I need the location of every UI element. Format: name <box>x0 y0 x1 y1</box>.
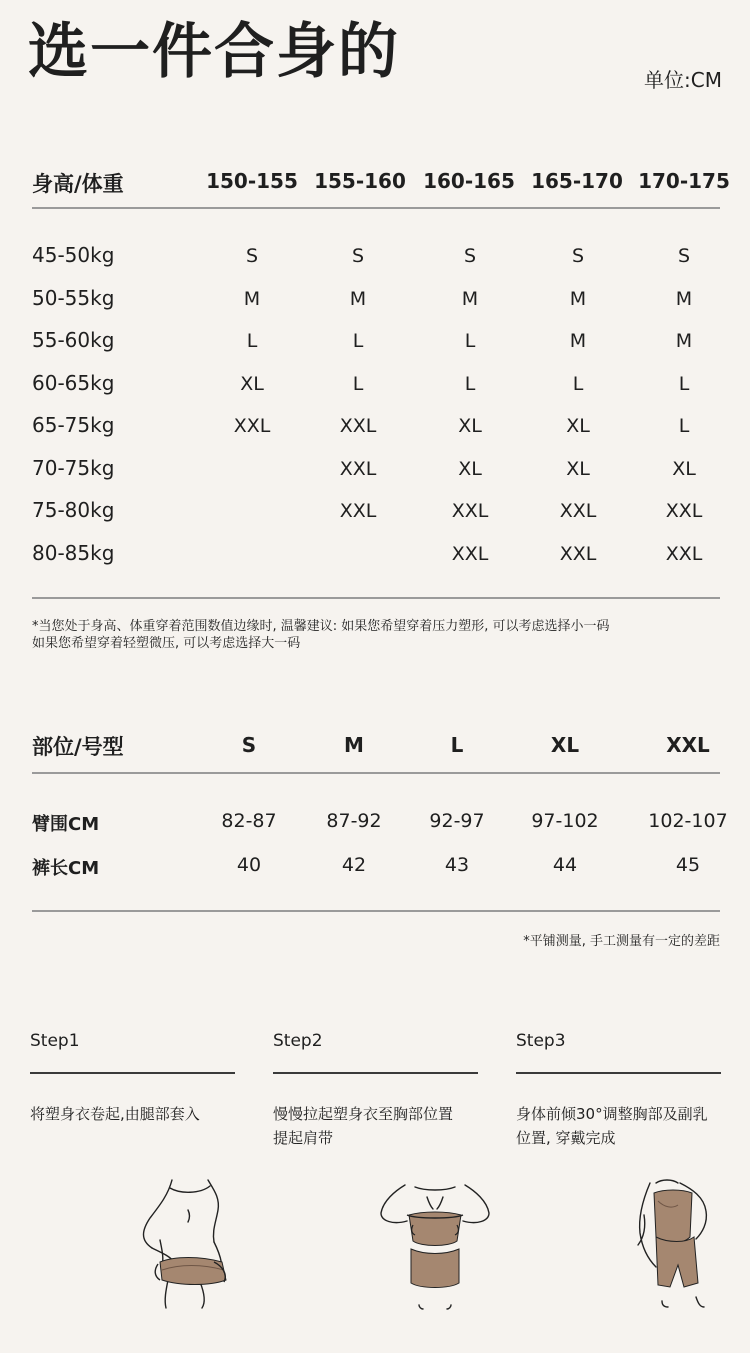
table-cell: XXL <box>451 500 489 522</box>
step3-divider <box>516 1072 721 1074</box>
measure-note: *平铺测量, 手工测量有一定的差距 <box>523 934 720 949</box>
step1-divider <box>30 1072 235 1074</box>
unit-label: 单位:CM <box>644 68 722 92</box>
step2-divider <box>273 1072 478 1074</box>
table-cell: XXL <box>339 458 377 480</box>
table-cell: M <box>461 288 479 310</box>
table-cell: 40 <box>236 854 262 876</box>
size-note-line1: *当您处于身高、体重穿着范围数值边缘时, 温馨建议: 如果您希望穿着压力塑形, 可以考虑选择小一码 <box>32 619 610 634</box>
measure-col-header: L <box>450 733 464 757</box>
size-table-header-label: 身高/体重 <box>32 172 124 196</box>
size-col-header: 165-170 <box>531 169 623 193</box>
step1-desc-line1: 将塑身衣卷起,由腿部套入 <box>30 1105 200 1123</box>
table-cell: S <box>677 245 691 267</box>
table-cell: M <box>569 288 587 310</box>
table-row-label: 70-75kg <box>32 456 115 480</box>
divider <box>32 772 720 774</box>
step2-desc-line1: 慢慢拉起塑身衣至胸部位置 <box>273 1105 454 1123</box>
table-row-label: 50-55kg <box>32 286 115 310</box>
measure-col-header: XXL <box>666 733 710 757</box>
measure-table-header-label: 部位/号型 <box>32 735 124 759</box>
table-cell: M <box>569 330 587 352</box>
table-cell: M <box>675 288 693 310</box>
figure-rolling-garment-icon <box>130 1170 250 1310</box>
table-cell: XL <box>458 458 482 480</box>
measure-col-header: XL <box>550 733 580 757</box>
table-cell: M <box>675 330 693 352</box>
step2-title: Step2 <box>273 1031 323 1051</box>
table-cell: XXL <box>559 543 597 565</box>
table-cell: S <box>571 245 585 267</box>
table-cell: 97-102 <box>531 810 599 832</box>
table-row-label: 80-85kg <box>32 541 115 565</box>
size-col-header: 170-175 <box>638 169 730 193</box>
size-col-header: 150-155 <box>206 169 298 193</box>
step3-desc-line1: 身体前倾30°调整胸部及副乳 <box>516 1105 708 1123</box>
table-cell: L <box>352 330 364 352</box>
table-row-label: 75-80kg <box>32 498 115 522</box>
step2-desc-line2: 提起肩带 <box>273 1129 334 1147</box>
table-row-label: 60-65kg <box>32 371 115 395</box>
table-cell: XL <box>672 458 696 480</box>
table-cell: L <box>246 330 258 352</box>
measure-col-header: M <box>344 733 364 757</box>
size-col-header: 160-165 <box>423 169 515 193</box>
table-cell: XL <box>240 373 264 395</box>
table-cell: 87-92 <box>326 810 382 832</box>
table-cell: XL <box>566 458 590 480</box>
table-cell: L <box>678 415 690 437</box>
table-cell: XXL <box>339 500 377 522</box>
table-cell: L <box>464 330 476 352</box>
table-cell: S <box>463 245 477 267</box>
page-title: 选一件合身的 <box>28 17 400 87</box>
table-row-label: 裤长CM <box>32 858 100 879</box>
table-cell: L <box>352 373 364 395</box>
table-cell: 45 <box>675 854 701 876</box>
table-cell: XXL <box>339 415 377 437</box>
table-cell: XL <box>458 415 482 437</box>
table-cell: 92-97 <box>429 810 485 832</box>
table-cell: XXL <box>559 500 597 522</box>
figure-pulling-up-icon <box>375 1175 495 1310</box>
table-cell: S <box>245 245 259 267</box>
table-cell: 42 <box>341 854 367 876</box>
table-cell: XXL <box>665 500 703 522</box>
step3-desc-line2: 位置, 穿戴完成 <box>516 1129 616 1147</box>
size-note-line2: 如果您希望穿着轻塑微压, 可以考虑选择大一码 <box>32 636 301 651</box>
table-cell: S <box>351 245 365 267</box>
table-row-label: 45-50kg <box>32 243 115 267</box>
divider <box>32 597 720 599</box>
table-cell: L <box>464 373 476 395</box>
table-cell: L <box>572 373 584 395</box>
table-cell: 44 <box>552 854 578 876</box>
measure-col-header: S <box>241 733 257 757</box>
figure-adjusting-icon <box>620 1175 720 1310</box>
table-row-label: 55-60kg <box>32 328 115 352</box>
divider <box>32 910 720 912</box>
table-cell: XXL <box>233 415 271 437</box>
step1-title: Step1 <box>30 1031 80 1051</box>
table-cell: M <box>349 288 367 310</box>
step3-title: Step3 <box>516 1031 566 1051</box>
table-cell: XXL <box>451 543 489 565</box>
table-row-label: 臂围CM <box>32 814 100 835</box>
table-cell: 82-87 <box>221 810 277 832</box>
divider <box>32 207 720 209</box>
table-cell: XXL <box>665 543 703 565</box>
table-cell: 43 <box>444 854 470 876</box>
table-cell: M <box>243 288 261 310</box>
table-cell: L <box>678 373 690 395</box>
table-cell: 102-107 <box>648 810 728 832</box>
table-row-label: 65-75kg <box>32 413 115 437</box>
size-col-header: 155-160 <box>314 169 406 193</box>
table-cell: XL <box>566 415 590 437</box>
